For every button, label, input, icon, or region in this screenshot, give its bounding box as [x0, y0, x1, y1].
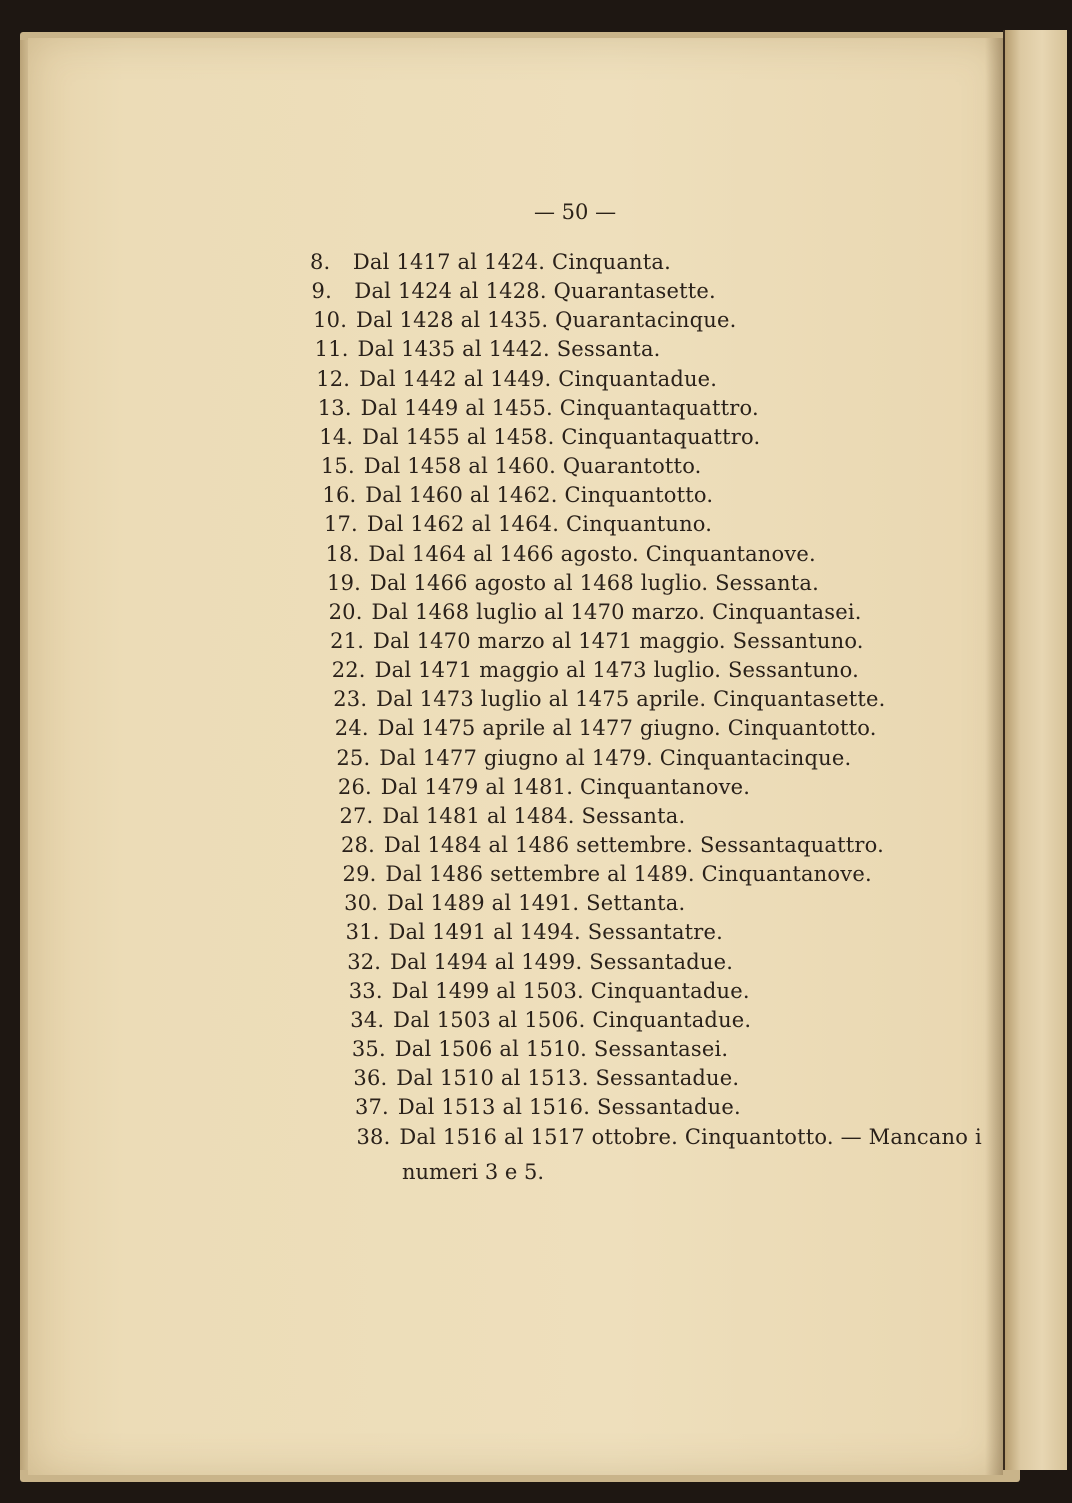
list-entry	[333, 687, 885, 711]
entry-number: 33.	[348, 978, 383, 1003]
list-entry	[310, 250, 671, 274]
entry-number: 36.	[353, 1066, 388, 1091]
list-entry	[343, 862, 872, 886]
list-entry	[312, 279, 716, 303]
note-continuation: numeri 3 e 5.	[402, 1160, 544, 1184]
entry-text: Dal 1468 luglio al 1470 marzo. Cinquantasei.	[364, 599, 862, 624]
list-entry	[316, 367, 717, 391]
list-entry	[349, 979, 750, 1003]
entry-number: 9.	[311, 279, 332, 304]
list-entry	[335, 716, 877, 740]
entry-text: Dal 1417 al 1424. Cinquanta.	[346, 250, 672, 274]
list-entry	[319, 425, 760, 449]
list-entry	[352, 1037, 728, 1061]
entry-number: 38.	[356, 1124, 391, 1149]
gutter-shadow	[985, 38, 1003, 1475]
list-entry	[339, 804, 685, 828]
entry-text: Dal 1475 aprile al 1477 giugno. Cinquantotto.	[370, 716, 877, 741]
entry-text: Dal 1455 al 1458. Cinquantaquattro.	[355, 424, 761, 449]
list-entry	[338, 775, 750, 799]
entry-number: 21.	[330, 628, 365, 653]
list-entry	[315, 337, 661, 361]
entry-number: 28.	[341, 833, 375, 857]
entry-text: Dal 1491 al 1494. Sessantatre.	[381, 920, 724, 945]
entry-number: 17.	[323, 512, 358, 537]
entry-number: 25.	[336, 745, 371, 770]
entry-text: Dal 1462 al 1464. Cinquantuno.	[359, 512, 713, 537]
entry-text: Dal 1506 al 1510. Sessantasei.	[387, 1037, 729, 1062]
entry-number: 19.	[327, 570, 362, 595]
next-page-edge	[1003, 30, 1067, 1470]
list-entry	[330, 629, 864, 653]
entry-number: 37.	[354, 1095, 389, 1120]
entry-number: 16.	[322, 483, 357, 508]
entry-text: Dal 1435 al 1442. Sessanta.	[350, 337, 661, 362]
list-entry	[322, 483, 713, 507]
entry-text: Dal 1424 al 1428. Quarantasette.	[347, 279, 716, 304]
list-entry	[341, 833, 884, 857]
entry-text: Dal 1460 al 1462. Cinquantotto.	[358, 483, 714, 508]
entry-number: 13.	[317, 395, 352, 420]
entry-text: Dal 1449 al 1455. Cinquantaquattro.	[353, 395, 759, 420]
entry-number: 32.	[347, 949, 382, 974]
entry-text: Dal 1473 luglio al 1475 aprile. Cinquantasette.	[369, 687, 886, 712]
list-entry	[326, 542, 816, 566]
entry-text: Dal 1486 settembre al 1489. Cinquantanove.	[378, 862, 872, 887]
entry-text: Dal 1428 al 1435. Quarantacinque.	[349, 308, 737, 333]
entry-number: 34.	[350, 1007, 385, 1032]
entry-number: 15.	[320, 454, 355, 479]
entry-number: 31.	[345, 920, 380, 945]
entry-number: 26.	[337, 774, 372, 799]
entry-number: 24.	[334, 716, 369, 741]
entry-text: Dal 1499 al 1503. Cinquantadue.	[384, 978, 750, 1003]
entry-text: Dal 1489 al 1491. Settanta.	[380, 891, 686, 916]
entry-number: 20.	[328, 599, 363, 624]
entry-number: 30.	[344, 891, 379, 916]
list-entry	[353, 1066, 739, 1090]
entry-text: Dal 1510 al 1513. Sessantadue.	[389, 1066, 740, 1091]
entry-text: Dal 1481 al 1484. Sessanta.	[375, 803, 686, 828]
entry-number: 11.	[314, 337, 349, 362]
list-entry	[347, 950, 733, 974]
entry-number: 35.	[351, 1037, 386, 1062]
entry-number: 27.	[339, 803, 374, 828]
entry-number: 14.	[319, 424, 354, 449]
entry-number: 8.	[310, 250, 331, 274]
list-entry	[321, 454, 702, 478]
entry-number: 12.	[316, 366, 351, 391]
entry-text: Dal 1471 maggio al 1473 luglio. Sessantuno.	[367, 658, 860, 683]
page-number: — 50 —	[534, 200, 617, 224]
list-entry	[357, 1125, 982, 1149]
entry-text: Dal 1466 agosto al 1468 luglio. Sessanta.	[363, 570, 819, 595]
entry-text: Dal 1458 al 1460. Quarantotto.	[356, 454, 702, 479]
entry-text: Dal 1513 al 1516. Sessantadue.	[390, 1095, 741, 1120]
entry-text: Dal 1479 al 1481. Cinquantanove.	[373, 774, 751, 799]
entry-number: 18.	[325, 541, 360, 566]
entry-number: 10.	[313, 308, 348, 333]
list-entry	[329, 600, 862, 624]
entry-text: Dal 1477 giugno al 1479. Cinquantacinque.	[372, 745, 852, 770]
entry-text: Dal 1516 al 1517 ottobre. Cinquantotto. — Mancano i	[392, 1124, 982, 1149]
list-entry	[332, 658, 859, 682]
entry-text: Dal 1494 al 1499. Sessantadue.	[383, 949, 734, 974]
list-entry	[313, 308, 736, 332]
entry-text: Dal 1464 al 1466 agosto. Cinquantanove.	[361, 541, 816, 566]
entry-text: Dal 1484 al 1486 settembre. Sessantaquattro.	[377, 833, 884, 857]
list-entry	[324, 512, 712, 536]
list-entry	[344, 891, 685, 915]
list-entry	[327, 571, 819, 595]
list-entry	[336, 746, 851, 770]
list-entry	[350, 1008, 751, 1032]
list-entry	[346, 920, 723, 944]
entry-text: Dal 1442 al 1449. Cinquantadue.	[352, 366, 718, 391]
entry-number: 22.	[331, 658, 366, 683]
entry-text: Dal 1503 al 1506. Cinquantadue.	[386, 1007, 752, 1032]
list-entry	[318, 396, 759, 420]
entry-text: Dal 1470 marzo al 1471 maggio. Sessantuno.	[366, 628, 864, 653]
entry-number: 23.	[333, 687, 368, 712]
entry-number: 29.	[342, 862, 377, 887]
list-entry	[355, 1095, 741, 1119]
